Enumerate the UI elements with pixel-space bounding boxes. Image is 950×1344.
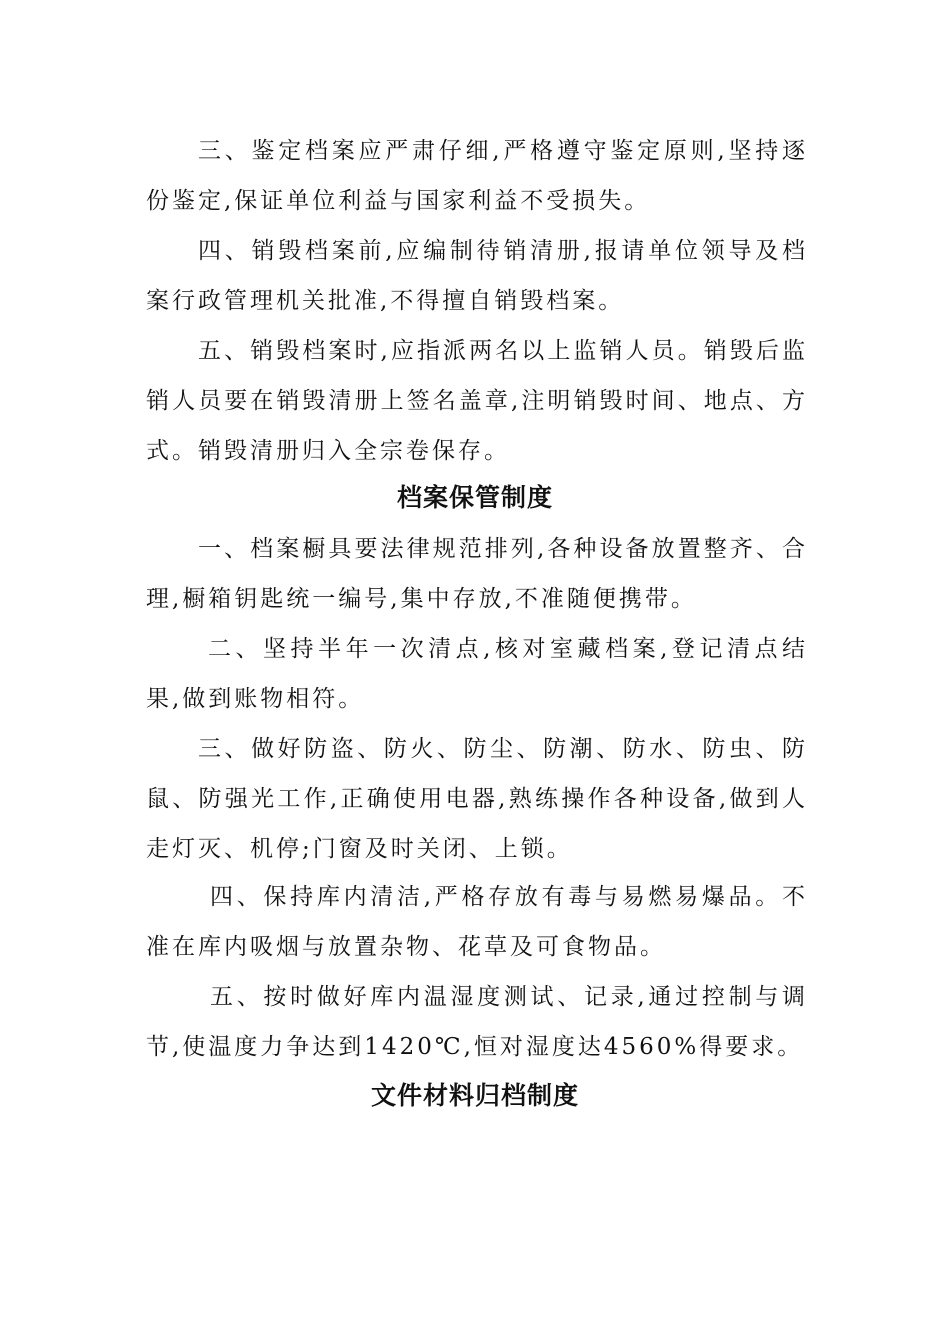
paragraph-custody-rule-4: 四、保持库内清洁,严格存放有毒与易燃易爆品。不准在库内吸烟与放置杂物、花草及可食物品。 xyxy=(146,884,808,960)
section-title-archive-custody: 档案保管制度 xyxy=(396,483,553,512)
paragraph-custody-rule-3: 三、做好防盗、防火、防尘、防潮、防水、防虫、防鼠、防强光工作,正确使用电器,熟练操作各种设备,做到人走灯灭、机停;门窗及时关闭、上锁。 xyxy=(146,736,808,862)
paragraph-appraisal-rule-3: 三、鉴定档案应严肃仔细,严格遵守鉴定原则,坚持逐份鉴定,保证单位利益与国家利益不受损失。 xyxy=(146,138,808,214)
section-title-file-archiving: 文件材料归档制度 xyxy=(370,1081,579,1110)
paragraph-custody-rule-2: 二、坚持半年一次清点,核对室藏档案,登记清点结果,做到账物相符。 xyxy=(146,636,808,712)
paragraph-destruction-rule-4: 四、销毁档案前,应编制待销清册,报请单位领导及档案行政管理机关批准,不得擅自销毁档案。 xyxy=(146,238,808,314)
paragraph-custody-rule-1: 一、档案橱具要法律规范排列,各种设备放置整齐、合理,橱箱钥匙统一编号,集中存放,不准随便携带。 xyxy=(146,536,808,612)
paragraph-custody-rule-5: 五、按时做好库内温湿度测试、记录,通过控制与调节,使温度力争达到1420℃,恒对湿度达4560%得要求。 xyxy=(146,984,808,1060)
paragraph-destruction-rule-5: 五、销毁档案时,应指派两名以上监销人员。销毁后监销人员要在销毁清册上签名盖章,注明销毁时间、地点、方式。销毁清册归入全宗卷保存。 xyxy=(146,338,808,464)
